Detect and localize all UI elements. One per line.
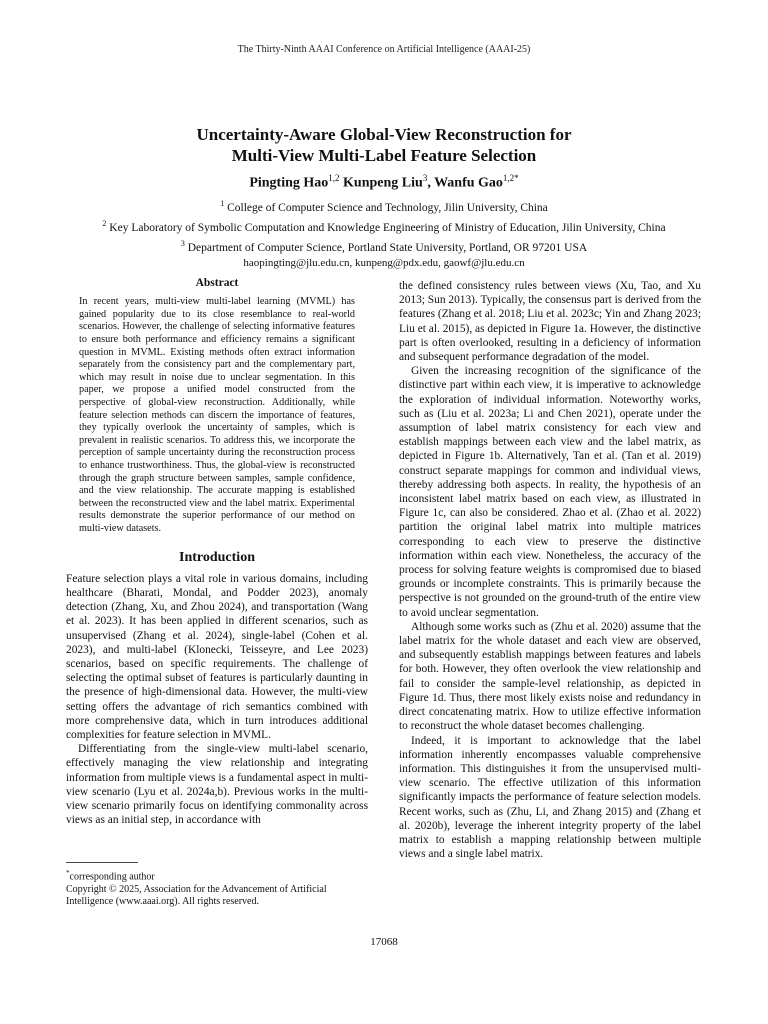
affiliation-text: College of Computer Science and Technology, Jilin University, China xyxy=(227,201,548,214)
intro-paragraph: the defined consistency rules between views (Xu, Tao, and Xu 2013; Sun 2013). Typically, the consensus part is derived from the features (Zhang et al. 2018; Liu et al. 2023c; Yin and Zhang 2023; Liu et al. 2015), as depicted in Figure 1a. However, the distinctive part is often overlooked, resulting in a deficiency of information and subsequent performance degradation of the model. xyxy=(399,280,701,364)
affiliation-number: 1 xyxy=(220,199,225,208)
author-affil-mark: 1,2* xyxy=(502,173,519,183)
affiliation-number: 3 xyxy=(180,238,185,248)
affiliation-text: Key Laboratory of Symbolic Computation and Knowledge Engineering of Ministry of Education, Jilin University, China xyxy=(109,221,666,234)
intro-paragraph: Given the increasing recognition of the significance of the distinctive part within each view, it is imperative to acknowledge the exploration of individual information. Noteworthy works, such as (Liu et al. 2023a; Li and Chen 2021), operate under the assumption of label matrix consistency for each view and establish mappings between each view and the label matrix, as depicted in Figure 1b. Alternatively, Tan et al. (Tan et al. 2019) construct separate mappings for common and individual views, thereby addressing both aspects. In reality, the hypothesis of an inconsistent label matrix based on each view, as illustrated in Figure 1c, can also be considered. Zhao et al. (Zhao et al. 2022) partition the original label matrix into multiple matrices corresponding to each view to preserve the distinctive information within each view. Nonetheless, the accuracy of the process for solving feature weights is compromised due to biased grounds or incomplete constraints. This is primarily because the perspective is not grounded on the ground-truth of the entire view to avoid unclear segmentation. xyxy=(399,365,701,619)
abstract-heading: Abstract xyxy=(195,277,239,289)
page-number: 17068 xyxy=(370,936,398,948)
author-affil-mark: 3 xyxy=(422,173,428,183)
footnote-block xyxy=(66,862,368,909)
conference-header: The Thirty-Ninth AAAI Conference on Artificial Intelligence (AAAI-25) xyxy=(237,44,531,55)
paper-title xyxy=(60,124,708,166)
intro-paragraph: Feature selection plays a vital role in various domains, including healthcare (Bharati, Mondal, and Podder 2023), anomaly detection (Zhang, Xu, and Zhou 2024), and transportation (Wang et al. 2023). It has been applied in different scenarios, such as unsupervised (Zhang et al. 2024), single-label (Cohen et al. 2023), and multi-label (Klonecki, Teisseyre, and Lee 2023) scenarios, based on specific requirements. The challenge of selecting the optimal subset of features is particularly daunting in the presence of high-dimensional data. However, the multi-view setting offers the advantage of rich semantics combined with more comprehensive data, which in turn introduces additional complexities for feature selection in MVML. xyxy=(66,572,368,741)
affiliation-number: 2 xyxy=(102,218,107,228)
affiliation-text: Department of Computer Science, Portland State University, Portland, OR 97201 USA xyxy=(187,241,588,254)
intro-paragraph: Indeed, it is important to acknowledge that the label information inherently encompasses valuable comprehensive information. This distinguishes it from the unsupervised multi-view scenario. The effective utilization of this information significantly impacts the performance of feature selection models. Recent works, such as (Zhu, Li, and Zhang 2015) and (Zhang et al. 2020b), leverage the inherent integrity property of the label matrix to establish a mapping relationship between multiple views and a single label matrix. xyxy=(399,734,701,861)
footnote-mark: * xyxy=(66,869,70,877)
intro-paragraph: Differentiating from the single-view multi-label scenario, effectively managing the view relationship and integrating information from multiple views is a fundamental aspect in multi-view scenario (Lyu et al. 2024a,b). Previous works in the multi-view scenario primarily focus on identifying commonality across views as an initial step, in accordance with xyxy=(66,743,368,827)
right-column xyxy=(399,279,701,861)
affiliation-2 xyxy=(40,216,728,236)
author-emails: haopingting@jlu.edu.cn, kunpeng@pdx.edu, gaowf@jlu.edu.cn xyxy=(243,257,525,270)
copyright-notice: Copyright © 2025, Association for the Advancement of Artificial Intelligence (www.aaai.org). All rights reserved. xyxy=(66,883,327,908)
author-name: Pingting Hao xyxy=(249,175,329,191)
intro-paragraph: Although some works such as (Zhu et al. 2020) assume that the label matrix for the whole dataset and each view are observed, and subsequently establish mappings between features and labels for both. However, they often overlook the view relationship and fail to consider the sample-level relationship, as depicted in Figure 1d. Thus, there most likely exists noise and redundancy in direct concatenating matrix. How to utilize effective information to reconstruct the whole dataset becomes challenging. xyxy=(399,620,701,733)
affiliation-1 xyxy=(40,196,728,216)
author-affil-mark: 1,2 xyxy=(328,173,340,183)
left-column xyxy=(66,276,368,827)
introduction-heading: Introduction xyxy=(179,550,255,566)
title-line-1: Uncertainty-Aware Global-View Reconstruction for xyxy=(196,125,572,144)
footnote-note: corresponding author xyxy=(69,871,155,883)
footnote-corresponding xyxy=(66,867,368,884)
author-list: Pingting Hao$^{1,2}$ Kunpeng Liu$^3$, Wanfu Gao$^{1,2*}$ xyxy=(249,173,519,191)
author-name: Wanfu Gao xyxy=(434,175,503,191)
abstract-text: In recent years, multi-view multi-label learning (MVML) has gained popularity due to its close resemblance to real-world scenarios. However, the challenge of selecting informative features to ensure both performance and efficiency remains a significant question in MVML. Existing methods often extract information separately from the consistency part and the complementary part, which may result in noise due to unclear segmentation. In this paper, we propose a unified model constructed from the perspective of global-view reconstruction. Additionally, while feature selection methods can discern the importance of features, they typically overlook the uncertainty of samples, which is prevalent in realistic scenarios. To address this, we incorporate the perception of sample uncertainty during the reconstruction process to enhance trustworthiness. Thus, the global-view is reconstructed through the graph structure between samples, sample confidence, and the view relationship. The accurate mapping is established between the reconstructed view and the label matrix. Experimental results demonstrate the superior performance of our method on multi-view datasets. xyxy=(79,296,355,534)
title-line-2: Multi-View Multi-Label Feature Selection xyxy=(231,146,537,165)
author-name: Kunpeng Liu xyxy=(343,175,423,191)
footnote-rule xyxy=(66,862,138,863)
affiliations xyxy=(40,196,728,271)
affiliation-3 xyxy=(40,236,728,256)
